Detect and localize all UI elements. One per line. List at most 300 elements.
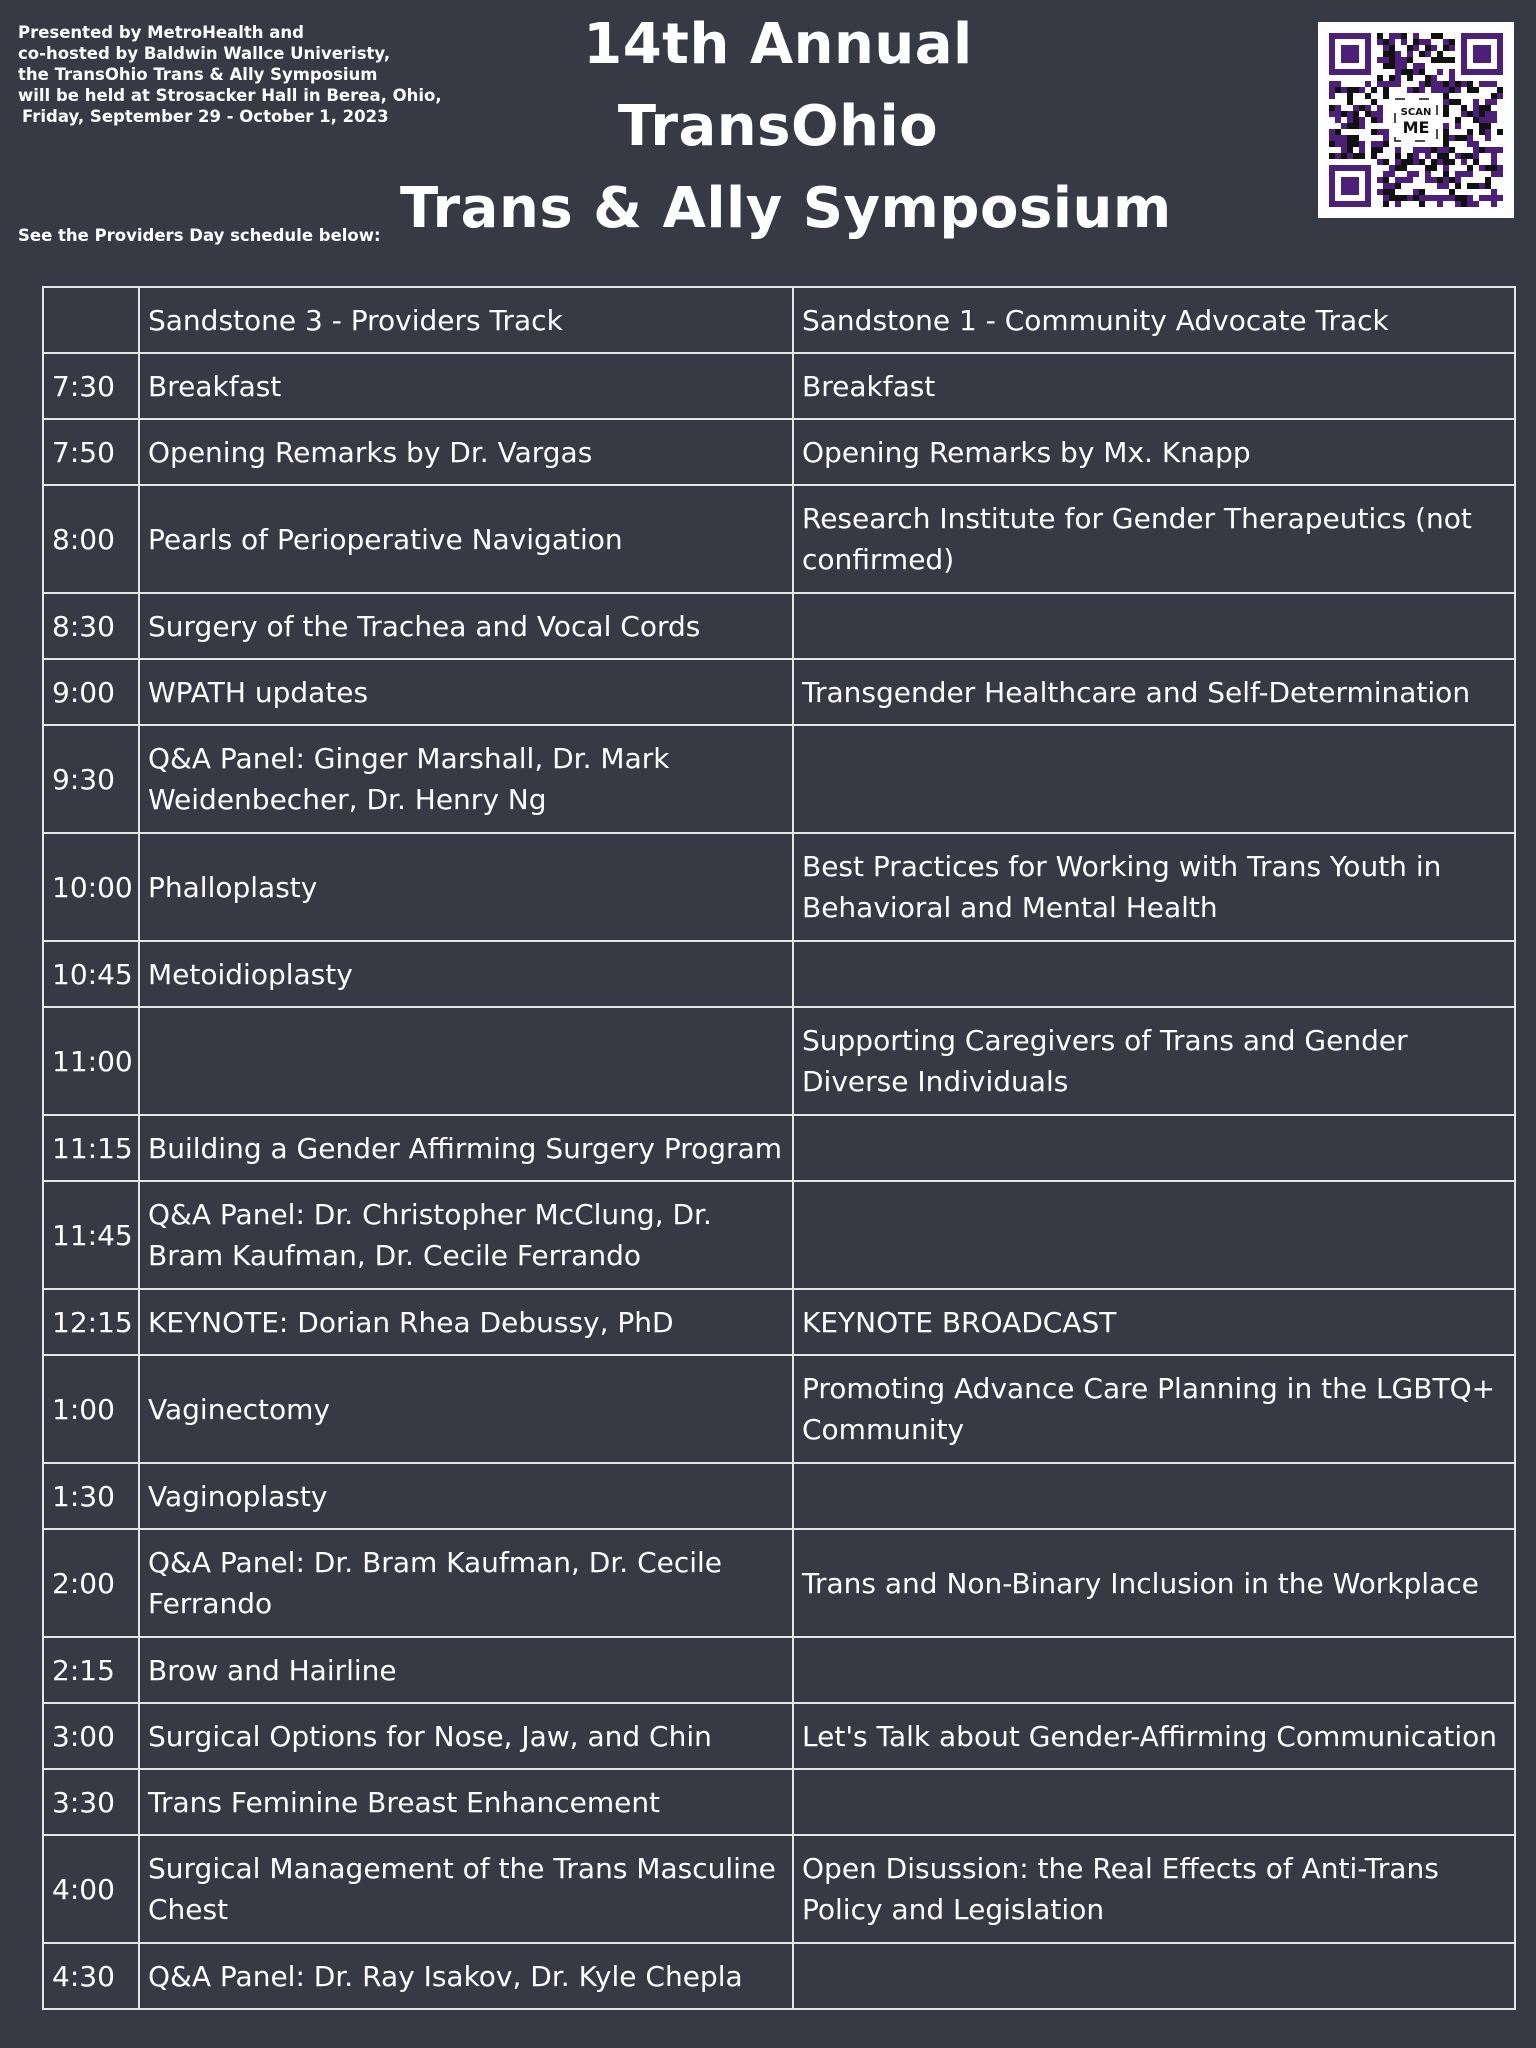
cell-time: 8:30 (43, 593, 139, 659)
cell-community (793, 1463, 1515, 1529)
qr-module (1425, 195, 1431, 201)
qr-module (1389, 45, 1395, 51)
qr-module (1353, 117, 1359, 123)
cell-providers: Trans Feminine Breast Enhancement (139, 1769, 793, 1835)
qr-finder (1341, 45, 1359, 63)
qr-module (1443, 183, 1449, 189)
qr-module (1479, 105, 1485, 111)
qr-module (1371, 147, 1377, 153)
qr-module (1353, 141, 1359, 147)
qr-module (1491, 93, 1497, 99)
qr-module (1485, 183, 1491, 189)
qr-module (1437, 201, 1443, 207)
qr-module (1431, 87, 1437, 93)
table-row (43, 1943, 1515, 2009)
qr-module (1443, 123, 1449, 129)
qr-module (1353, 123, 1359, 129)
qr-module (1443, 57, 1449, 63)
qr-module (1359, 153, 1365, 159)
qr-module (1497, 129, 1503, 135)
qr-module (1467, 87, 1473, 93)
qr-module (1377, 33, 1383, 39)
table-row (43, 833, 1515, 941)
qr-module (1455, 123, 1461, 129)
qr-module (1449, 195, 1455, 201)
qr-module (1431, 177, 1437, 183)
table-row (43, 353, 1515, 419)
qr-module (1407, 177, 1413, 183)
cell-community: Opening Remarks by Mx. Knapp (793, 419, 1515, 485)
qr-module (1443, 45, 1449, 51)
cell-providers: WPATH updates (139, 659, 793, 725)
qr-module (1449, 69, 1455, 75)
qr-module (1407, 69, 1413, 75)
header-community-track: Sandstone 1 - Community Advocate Track (793, 287, 1515, 353)
cell-providers: Q&A Panel: Ginger Marshall, Dr. Mark Weidenbecher, Dr. Henry Ng (139, 725, 793, 833)
qr-module (1401, 33, 1407, 39)
qr-module (1383, 87, 1389, 93)
cell-community: Open Disussion: the Real Effects of Anti-Trans Policy and Legislation (793, 1835, 1515, 1943)
qr-module (1437, 183, 1443, 189)
qr-module (1437, 33, 1443, 39)
qr-module (1497, 93, 1503, 99)
qr-module (1449, 39, 1455, 45)
qr-module (1461, 201, 1467, 207)
qr-module (1485, 123, 1491, 129)
qr-module (1431, 147, 1437, 153)
qr-module (1443, 159, 1449, 165)
qr-module (1341, 153, 1347, 159)
qr-module (1329, 153, 1335, 159)
qr-module (1443, 129, 1449, 135)
qr-module (1431, 45, 1437, 51)
qr-module (1347, 141, 1353, 147)
qr-module (1437, 51, 1443, 57)
qr-module (1413, 39, 1419, 45)
qr-module (1395, 51, 1401, 57)
qr-module (1401, 57, 1407, 63)
table-row (43, 1289, 1515, 1355)
qr-module (1389, 189, 1395, 195)
cell-time: 10:45 (43, 941, 139, 1007)
qr-module (1395, 57, 1401, 63)
qr-module (1455, 171, 1461, 177)
qr-module (1443, 99, 1449, 105)
qr-module (1395, 33, 1401, 39)
qr-module (1383, 195, 1389, 201)
qr-module (1383, 57, 1389, 63)
schedule-note: See the Providers Day schedule below: (18, 226, 381, 245)
qr-module (1335, 141, 1341, 147)
qr-module (1491, 189, 1497, 195)
header-providers-track: Sandstone 3 - Providers Track (139, 287, 793, 353)
qr-module (1497, 195, 1503, 201)
qr-module (1449, 159, 1455, 165)
qr-module (1377, 177, 1383, 183)
qr-module (1413, 195, 1419, 201)
cell-providers (139, 1007, 793, 1115)
schedule-table (42, 286, 1516, 2010)
qr-module (1371, 117, 1377, 123)
cell-time: 1:00 (43, 1355, 139, 1463)
qr-module (1485, 129, 1491, 135)
qr-module (1485, 177, 1491, 183)
qr-module (1461, 135, 1467, 141)
qr-module (1491, 201, 1497, 207)
qr-module (1443, 39, 1449, 45)
qr-module (1407, 45, 1413, 51)
qr-module (1329, 129, 1335, 135)
qr-module (1479, 117, 1485, 123)
qr-module (1335, 135, 1341, 141)
qr-module (1485, 105, 1491, 111)
table-row (43, 1529, 1515, 1637)
qr-module (1389, 183, 1395, 189)
qr-module (1425, 51, 1431, 57)
qr-module (1455, 81, 1461, 87)
qr-module (1383, 141, 1389, 147)
qr-module (1347, 123, 1353, 129)
qr-code-icon (1318, 22, 1514, 218)
qr-module (1443, 93, 1449, 99)
qr-module (1419, 159, 1425, 165)
qr-module (1419, 189, 1425, 195)
qr-module (1413, 159, 1419, 165)
qr-module (1347, 93, 1353, 99)
qr-module (1443, 111, 1449, 117)
qr-module (1425, 153, 1431, 159)
qr-finder (1473, 45, 1491, 63)
cell-providers: Surgical Options for Nose, Jaw, and Chin (139, 1703, 793, 1769)
qr-module (1485, 117, 1491, 123)
qr-me-label: ME (1402, 118, 1430, 137)
cell-community (793, 1115, 1515, 1181)
qr-module (1395, 201, 1401, 207)
qr-module (1431, 57, 1437, 63)
qr-module (1497, 171, 1503, 177)
qr-module (1365, 81, 1371, 87)
table-header-row (43, 287, 1515, 353)
cell-community: Supporting Caregivers of Trans and Gender Diverse Individuals (793, 1007, 1515, 1115)
qr-module (1485, 81, 1491, 87)
qr-module (1413, 147, 1419, 153)
qr-module (1341, 87, 1347, 93)
table-row (43, 941, 1515, 1007)
qr-module (1413, 69, 1419, 75)
cell-time: 9:00 (43, 659, 139, 725)
qr-code[interactable] (1318, 22, 1514, 218)
cell-time: 7:50 (43, 419, 139, 485)
qr-module (1383, 63, 1389, 69)
qr-module (1443, 153, 1449, 159)
qr-module (1353, 111, 1359, 117)
qr-module (1461, 159, 1467, 165)
cell-providers: Breakfast (139, 353, 793, 419)
qr-module (1407, 75, 1413, 81)
cell-community (793, 1637, 1515, 1703)
qr-module (1443, 105, 1449, 111)
qr-module (1413, 87, 1419, 93)
cell-time: 1:30 (43, 1463, 139, 1529)
qr-module (1335, 87, 1341, 93)
qr-module (1443, 177, 1449, 183)
qr-module (1437, 87, 1443, 93)
qr-module (1419, 195, 1425, 201)
intro-line: co-hosted by Baldwin Wallce Univeristy, (18, 44, 391, 63)
qr-module (1359, 117, 1365, 123)
table-row (43, 419, 1515, 485)
qr-module (1467, 81, 1473, 87)
qr-module (1389, 51, 1395, 57)
cell-providers: Q&A Panel: Dr. Bram Kaufman, Dr. Cecile Ferrando (139, 1529, 793, 1637)
qr-module (1413, 171, 1419, 177)
qr-module (1377, 189, 1383, 195)
cell-providers: KEYNOTE: Dorian Rhea Debussy, PhD (139, 1289, 793, 1355)
qr-module (1425, 39, 1431, 45)
qr-module (1431, 75, 1437, 81)
cell-time: 12:15 (43, 1289, 139, 1355)
qr-module (1491, 195, 1497, 201)
qr-module (1383, 177, 1389, 183)
qr-module (1455, 153, 1461, 159)
qr-module (1485, 135, 1491, 141)
qr-module (1419, 69, 1425, 75)
qr-module (1431, 33, 1437, 39)
qr-module (1401, 63, 1407, 69)
qr-module (1413, 33, 1419, 39)
qr-module (1353, 105, 1359, 111)
qr-module (1407, 153, 1413, 159)
qr-module (1479, 111, 1485, 117)
table-row (43, 1007, 1515, 1115)
qr-module (1371, 87, 1377, 93)
qr-module (1455, 195, 1461, 201)
qr-module (1389, 63, 1395, 69)
qr-module (1329, 93, 1335, 99)
qr-module (1437, 177, 1443, 183)
qr-module (1467, 165, 1473, 171)
cell-providers: Metoidioplasty (139, 941, 793, 1007)
qr-module (1347, 99, 1353, 105)
qr-module (1491, 159, 1497, 165)
qr-module (1383, 129, 1389, 135)
qr-module (1443, 81, 1449, 87)
cell-providers: Building a Gender Affirming Surgery Program (139, 1115, 793, 1181)
qr-module (1389, 81, 1395, 87)
title-line: 14th Annual (583, 12, 973, 77)
cell-community: Trans and Non-Binary Inclusion in the Workplace (793, 1529, 1515, 1637)
qr-module (1473, 117, 1479, 123)
qr-module (1473, 159, 1479, 165)
qr-module (1491, 111, 1497, 117)
cell-providers: Pearls of Perioperative Navigation (139, 485, 793, 593)
qr-module (1401, 69, 1407, 75)
cell-time: 7:30 (43, 353, 139, 419)
qr-module (1437, 69, 1443, 75)
qr-module (1473, 147, 1479, 153)
qr-module (1383, 51, 1389, 57)
cell-providers: Q&A Panel: Dr. Christopher McClung, Dr. Bram Kaufman, Dr. Cecile Ferrando (139, 1181, 793, 1289)
qr-module (1431, 159, 1437, 165)
cell-time: 11:15 (43, 1115, 139, 1181)
qr-module (1467, 141, 1473, 147)
table-row (43, 1835, 1515, 1943)
qr-module (1485, 147, 1491, 153)
event-intro (18, 22, 448, 127)
cell-time: 4:30 (43, 1943, 139, 2009)
qr-module (1395, 177, 1401, 183)
cell-community (793, 1943, 1515, 2009)
table-row (43, 1637, 1515, 1703)
qr-module (1449, 135, 1455, 141)
qr-module (1335, 81, 1341, 87)
qr-module (1383, 171, 1389, 177)
qr-module (1479, 195, 1485, 201)
qr-module (1455, 117, 1461, 123)
qr-module (1491, 147, 1497, 153)
qr-module (1377, 81, 1383, 87)
qr-module (1455, 177, 1461, 183)
qr-module (1347, 135, 1353, 141)
qr-module (1389, 57, 1395, 63)
intro-line: the TransOhio Trans & Ally Symposium (18, 65, 378, 84)
qr-module (1479, 81, 1485, 87)
qr-module (1395, 165, 1401, 171)
qr-module (1407, 159, 1413, 165)
qr-module (1389, 171, 1395, 177)
table-row (43, 485, 1515, 593)
qr-module (1443, 171, 1449, 177)
qr-module (1377, 117, 1383, 123)
table-row (43, 1355, 1515, 1463)
qr-module (1407, 171, 1413, 177)
qr-module (1395, 147, 1401, 153)
qr-module (1425, 147, 1431, 153)
qr-module (1461, 81, 1467, 87)
qr-module (1395, 81, 1401, 87)
qr-module (1347, 117, 1353, 123)
table-row (43, 1115, 1515, 1181)
qr-module (1341, 111, 1347, 117)
qr-module (1485, 165, 1491, 171)
qr-module (1425, 171, 1431, 177)
cell-providers: Brow and Hairline (139, 1637, 793, 1703)
cell-community (793, 1181, 1515, 1289)
cell-community: Transgender Healthcare and Self-Determination (793, 659, 1515, 725)
qr-module (1347, 153, 1353, 159)
qr-module (1335, 105, 1341, 111)
qr-module (1491, 99, 1497, 105)
qr-module (1383, 93, 1389, 99)
qr-module (1449, 57, 1455, 63)
qr-module (1389, 195, 1395, 201)
qr-module (1371, 141, 1377, 147)
qr-module (1419, 147, 1425, 153)
qr-module (1377, 39, 1383, 45)
qr-module (1425, 45, 1431, 51)
qr-module (1497, 87, 1503, 93)
qr-module (1455, 99, 1461, 105)
qr-module (1377, 105, 1383, 111)
qr-module (1419, 87, 1425, 93)
cell-time: 11:45 (43, 1181, 139, 1289)
title-line: Trans & Ally Symposium (400, 176, 1172, 241)
qr-module (1335, 153, 1341, 159)
cell-providers: Vaginoplasty (139, 1463, 793, 1529)
qr-module (1329, 87, 1335, 93)
table-row (43, 1181, 1515, 1289)
qr-module (1485, 195, 1491, 201)
qr-module (1425, 177, 1431, 183)
qr-module (1395, 75, 1401, 81)
qr-module (1491, 165, 1497, 171)
qr-module (1449, 45, 1455, 51)
qr-module (1359, 87, 1365, 93)
qr-module (1443, 87, 1449, 93)
qr-module (1479, 123, 1485, 129)
qr-finder (1341, 177, 1359, 195)
qr-module (1341, 135, 1347, 141)
qr-module (1461, 153, 1467, 159)
qr-module (1377, 147, 1383, 153)
qr-module (1389, 165, 1395, 171)
qr-module (1437, 159, 1443, 165)
qr-module (1401, 159, 1407, 165)
qr-module (1365, 105, 1371, 111)
qr-module (1419, 81, 1425, 87)
qr-module (1485, 99, 1491, 105)
qr-module (1419, 39, 1425, 45)
qr-module (1443, 165, 1449, 171)
qr-module (1485, 111, 1491, 117)
qr-module (1491, 117, 1497, 123)
intro-line: Friday, September 29 - October 1, 2023 (22, 107, 389, 126)
table-row (43, 659, 1515, 725)
qr-module (1377, 129, 1383, 135)
qr-module (1377, 159, 1383, 165)
qr-module (1401, 177, 1407, 183)
qr-module (1437, 195, 1443, 201)
cell-community (793, 593, 1515, 659)
qr-module (1467, 201, 1473, 207)
table-row (43, 1769, 1515, 1835)
cell-time: 3:30 (43, 1769, 139, 1835)
qr-module (1413, 153, 1419, 159)
qr-module (1467, 111, 1473, 117)
qr-module (1383, 45, 1389, 51)
qr-module (1383, 135, 1389, 141)
qr-module (1335, 129, 1341, 135)
qr-module (1467, 129, 1473, 135)
qr-module (1473, 153, 1479, 159)
qr-module (1401, 39, 1407, 45)
cell-providers: Opening Remarks by Dr. Vargas (139, 419, 793, 485)
qr-module (1341, 123, 1347, 129)
table-row (43, 725, 1515, 833)
qr-module (1353, 135, 1359, 141)
table-row (43, 1463, 1515, 1529)
qr-module (1359, 141, 1365, 147)
cell-community (793, 725, 1515, 833)
qr-module (1479, 147, 1485, 153)
cell-providers: Q&A Panel: Dr. Ray Isakov, Dr. Kyle Chepla (139, 1943, 793, 2009)
qr-module (1491, 153, 1497, 159)
qr-module (1335, 117, 1341, 123)
qr-module (1329, 81, 1335, 87)
qr-module (1419, 51, 1425, 57)
qr-module (1467, 195, 1473, 201)
cell-community: Breakfast (793, 353, 1515, 419)
